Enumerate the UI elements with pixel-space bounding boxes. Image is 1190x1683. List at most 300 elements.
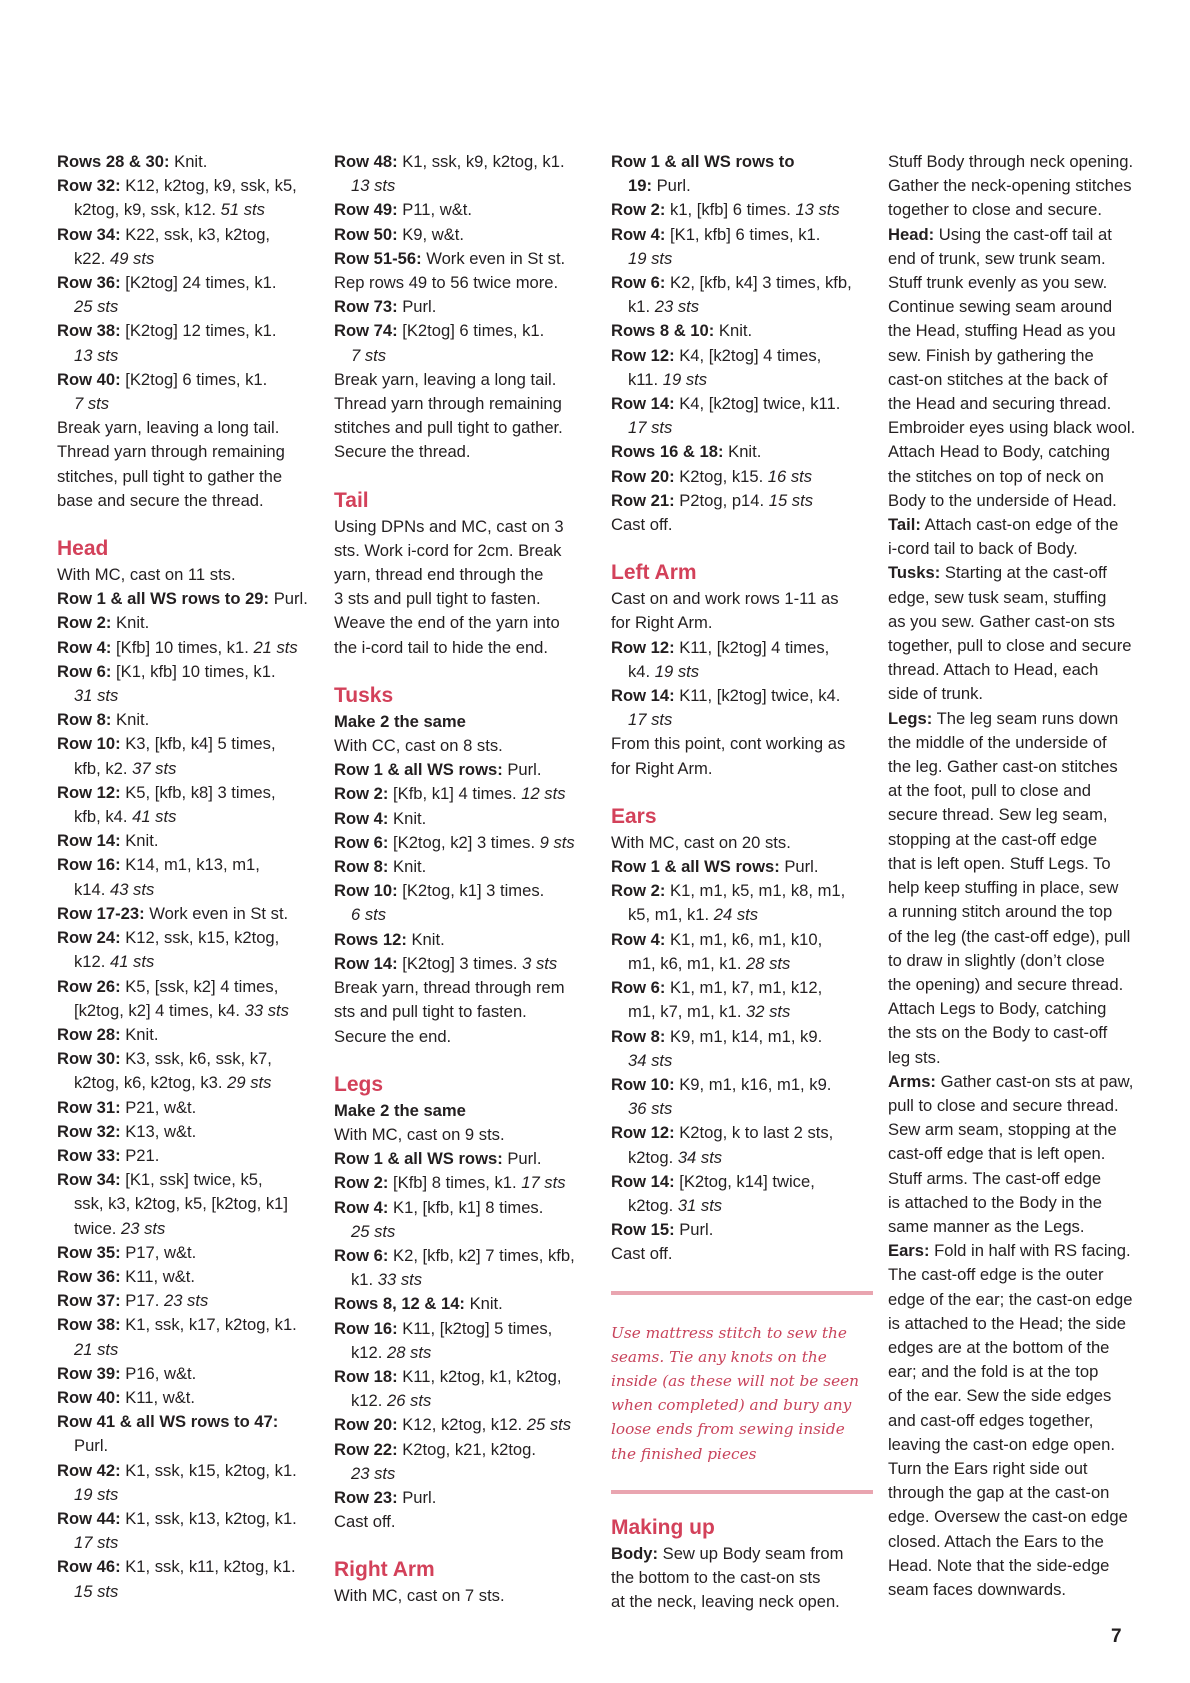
row-text: at the neck, leaving neck open. [611,1592,840,1612]
row-text: [K2tog] 6 times, k1. [120,369,268,389]
row-label: Row 15: [611,1220,675,1240]
row-label: Row 8: [57,710,112,730]
row-text: is attached to the Body in the [888,1192,1103,1212]
stitch-count: 21 sts [74,1339,119,1359]
text-line [334,1292,596,1316]
row-text: [Kfb] 8 times, k1. [388,1173,522,1193]
row-text: K1, ssk, k13, k2tog, k1. [120,1508,297,1528]
text-line [888,1457,1150,1481]
row-text: K11, w&t. [120,1387,196,1407]
row-text: sew. Finish by gathering the [888,345,1094,365]
row-text: Purl. [651,176,691,196]
row-text: Break yarn, leaving a long tail. [57,418,280,438]
text-line [888,150,1150,174]
row-label: Row 33: [57,1145,121,1165]
row-text: thread. Attach to Head, each [888,660,1099,680]
row-text: Knit. [406,929,445,949]
row-text: the Head and securing thread. [888,394,1112,414]
row-text: [K2tog, k1] 3 times. [397,881,545,901]
text-line [888,949,1150,973]
row-label: Row 31: [57,1097,121,1117]
stitch-count: 26 sts [386,1391,432,1411]
row-label: Row 8: [611,1026,666,1046]
row-text: K11, [k2tog] 4 times, [674,637,830,657]
text-line [57,1289,319,1313]
row-text: Break yarn, thread through rem [334,978,565,998]
row-text: Turn the Ears right side out [888,1458,1088,1478]
stitch-count: 41 sts [132,807,177,827]
tip-bottom-rule [611,1490,873,1494]
text-line [611,368,873,392]
text-line [611,1025,873,1049]
row-label: Row 37: [57,1291,121,1311]
row-text: Purl. [674,1220,714,1240]
row-text: Purl. [397,297,437,317]
row-label: Row 8: [334,857,389,877]
text-line [888,755,1150,779]
text-line [888,1409,1150,1433]
text-line [57,611,319,635]
stitch-count: 34 sts [677,1147,723,1167]
row-text: through the gap at the cast-on [888,1483,1110,1503]
row-label: Row 16: [57,855,121,875]
column-1 [57,150,319,1604]
row-label: Row 2: [334,1173,389,1193]
row-text: K1, m1, k7, m1, k12, [665,978,823,998]
row-text: P17, w&t. [120,1242,197,1262]
text-line [611,976,873,1000]
row-text: Continue sewing seam around [888,297,1113,317]
stitch-count: 34 sts [628,1050,673,1070]
stitch-count: 17 sts [521,1173,566,1193]
text-line [57,1580,319,1604]
row-label: Row 21: [611,490,675,510]
row-label: Row 14: [611,686,675,706]
row-text: Attach Head to Body, catching [888,442,1110,462]
row-text: P11, w&t. [397,200,473,220]
row-label: Row 49: [334,200,398,220]
stitch-count: 7 sts [351,345,387,365]
row-label: Row 6: [334,1245,389,1265]
text-line [888,586,1150,610]
stitch-count: 17 sts [628,418,673,438]
stitch-count: 36 sts [628,1099,673,1119]
row-text: edges are at the bottom of the [888,1337,1110,1357]
stitch-count: 21 sts [253,637,298,657]
text-line [334,734,596,758]
text-line [57,1410,319,1434]
row-text: Cast off. [611,515,673,535]
row-label: Row 1 & all WS rows: [611,857,780,877]
row-text: Head. Note that the side-edge [888,1555,1110,1575]
text-line [888,1336,1150,1360]
body-finish-instructions [57,150,319,513]
text-line [888,634,1150,658]
text-line [611,952,873,976]
row-text: Attach Legs to Body, catching [888,999,1107,1019]
text-line [334,1025,596,1049]
text-line [334,1123,596,1147]
row-text: Purl. [397,1487,437,1507]
text-line [611,708,873,732]
row-text: k4. [628,661,655,681]
text-line [334,1510,596,1534]
row-text: From this point, cont working as [611,734,846,754]
stitch-count: 23 sts [351,1463,396,1483]
text-line [57,198,319,222]
text-line [611,1049,873,1073]
text-line [57,781,319,805]
row-label: Row 14: [611,1171,675,1191]
row-text: K3, ssk, k6, ssk, k7, [120,1049,272,1069]
text-line [334,1486,596,1510]
row-text: Purl. [269,589,308,609]
row-label: Head: [888,224,935,244]
row-text: The leg seam runs down [932,708,1119,728]
text-line [57,853,319,877]
text-line [334,855,596,879]
text-line [611,611,873,635]
making-up-heading: Making up [611,1515,715,1539]
row-text: K1, m1, k5, m1, k8, m1, [665,881,846,901]
stitch-count: 16 sts [767,466,813,486]
row-text: Stuff arms. The cast-off edge [888,1168,1102,1188]
text-line [888,537,1150,561]
row-label: Body: [611,1543,659,1563]
row-label: Row 20: [334,1415,398,1435]
row-label: Row 10: [57,734,121,754]
text-line [57,1144,319,1168]
text-line [611,150,873,174]
text-line [57,587,319,611]
row-text: side of trunk. [888,684,984,704]
row-text: the leg. Gather cast-on stitches [888,757,1118,777]
text-line [888,1215,1150,1239]
text-line [888,707,1150,731]
row-text: the i-cord tail to hide the end. [334,637,549,657]
row-text: k11. [628,369,663,389]
row-text: [K1, kfb] 10 times, k1. [111,661,276,681]
row-label: Row 1 & all WS rows: [334,760,503,780]
row-text: K11, w&t. [120,1266,196,1286]
text-line [57,1483,319,1507]
row-text: of the leg (the cast-off edge), pull [888,926,1131,946]
row-text: k1. [628,297,655,317]
row-label: Row 10: [611,1074,675,1094]
row-text: K2tog, k15. [674,466,768,486]
row-text: [K2tog] 24 times, k1. [120,273,277,293]
text-line [611,513,873,537]
row-text: k12. [351,1342,387,1362]
column-2 [334,150,596,1609]
row-label: Row 4: [611,224,666,244]
row-text: Knit. [169,152,208,171]
text-line [334,198,596,222]
row-text: K9, w&t. [397,224,465,244]
text-line [334,1584,596,1608]
text-line [611,660,873,684]
text-line [334,223,596,247]
row-label: Row 24: [57,928,121,948]
text-line [888,368,1150,392]
text-line [611,684,873,708]
text-line [57,1386,319,1410]
column-3 [611,150,873,1614]
row-text: Work even in St st. [144,903,289,923]
row-text: K5, [kfb, k8] 3 times, [120,782,276,802]
row-text: leaving the cast-on edge open. [888,1434,1115,1454]
row-label: Row 46: [57,1557,121,1577]
stitch-count: 7 sts [74,394,110,414]
row-label: Row 18: [334,1366,398,1386]
text-line [611,1000,873,1024]
text-line [57,440,319,464]
text-line [334,976,596,1000]
row-text: Gather cast-on sts at paw, [935,1071,1134,1091]
row-text: k2tog. [628,1195,678,1215]
row-text: ear; and the fold is at the top [888,1362,1099,1382]
text-line [334,1462,596,1486]
page-number: 7 [1111,1626,1122,1647]
legs-instructions [334,1099,596,1535]
row-label: Row 16: [334,1318,398,1338]
row-label: Row 1 & all WS rows to [611,152,795,171]
row-text: The cast-off edge is the outer [888,1265,1104,1285]
row-label: Row 12: [611,345,675,365]
stitch-count: 19 sts [628,248,673,268]
text-line [611,344,873,368]
row-text: and cast-off edges together, [888,1410,1094,1430]
text-line [611,1566,873,1590]
row-text: k12. [74,952,110,972]
text-line [57,660,319,684]
text-line [334,952,596,976]
text-line [334,271,596,295]
text-line [888,900,1150,924]
row-text: kfb, k4. [74,807,133,827]
text-line [334,782,596,806]
stitch-count: 33 sts [244,1000,289,1020]
text-line [888,1070,1150,1094]
stitch-count: 17 sts [628,710,673,730]
row-text: K12, k2tog, k9, ssk, k5, [120,176,297,196]
stitch-count: 13 sts [74,345,119,365]
row-text: K2, [kfb, k4] 3 times, kfb, [665,273,852,293]
text-line [888,561,1150,585]
row-text: [Kfb, k1] 4 times. [388,784,522,804]
text-line [611,855,873,879]
text-line [611,416,873,440]
row-text: K1, [kfb, k1] 8 times. [388,1197,544,1217]
text-line [334,1220,596,1244]
left-arm-instructions [611,587,873,781]
stitch-count: 51 sts [220,200,265,220]
row-text: P16, w&t. [120,1363,197,1383]
row-label: Row 4: [334,808,389,828]
row-text: K11, k2tog, k1, k2tog, [397,1366,562,1386]
text-line [57,1047,319,1071]
stitch-count: 23 sts [654,297,700,317]
stitch-count: 9 sts [539,832,575,852]
row-label: Ears: [888,1241,930,1261]
row-text: k2tog, k6, k2tog, k3. [74,1073,228,1093]
text-line [57,805,319,829]
row-text: k14. [74,879,110,899]
text-line [57,926,319,950]
text-line [57,1531,319,1555]
text-line [611,392,873,416]
text-line [57,319,319,343]
row-text: Sew arm seam, stopping at the [888,1120,1117,1140]
row-text: seam faces downwards. [888,1579,1067,1599]
row-label: Row 38: [57,1315,121,1335]
text-line [888,416,1150,440]
row-text: k2tog. [628,1147,678,1167]
row-text: Knit. [714,321,753,341]
stitch-count: 19 sts [74,1484,119,1504]
text-line [57,1555,319,1579]
text-line [888,392,1150,416]
row-text: Attach cast-on edge of the [920,515,1119,535]
text-line [57,1217,319,1241]
row-label: Tusks: [888,563,941,583]
row-text: [K2tog] 3 times. [397,953,523,973]
tip-note-line: when completed) and bury any [611,1396,852,1415]
row-text: for Right Arm. [611,758,713,778]
row-text: Break yarn, leaving a long tail. [334,369,557,389]
row-label: Row 39: [57,1363,121,1383]
row-text: Purl. [502,1149,542,1169]
row-text: pull to close and secure thread. [888,1095,1119,1115]
row-label: Row 32: [57,1121,121,1141]
row-text: Weave the end of the yarn into [334,613,560,633]
row-text: Using the cast-off tail at [934,224,1112,244]
text-line [611,1242,873,1266]
right-arm-instructions [334,1584,596,1608]
text-line [888,271,1150,295]
text-line [57,1265,319,1289]
text-line [57,684,319,708]
text-line [611,1146,873,1170]
text-line [888,174,1150,198]
text-line [611,1097,873,1121]
text-line [57,1459,319,1483]
text-line [334,1438,596,1462]
text-line [888,610,1150,634]
text-line [888,779,1150,803]
row-text: Knit. [120,1024,159,1044]
text-line [888,319,1150,343]
text-line [334,831,596,855]
row-label: Row 44: [57,1508,121,1528]
tail-instructions [334,515,596,660]
text-line [334,1341,596,1365]
row-label: Rows 8 & 10: [611,321,715,341]
head-instructions [57,563,319,1604]
row-text: Gather the neck-opening stitches [888,176,1132,196]
row-text: k5, m1, k1. [628,905,714,925]
row-text: k1. [351,1270,378,1290]
row-text: K1, m1, k6, m1, k10, [665,929,823,949]
row-text: Knit. [111,710,150,730]
row-text: that is left open. Stuff Legs. To [888,853,1111,873]
text-line [334,710,596,734]
text-line [611,1194,873,1218]
row-text: [K2tog, k14] twice, [674,1171,815,1191]
text-line [888,1312,1150,1336]
text-line [888,1239,1150,1263]
tip-top-rule [611,1291,873,1295]
row-text: stitches, pull tight to gather the [57,466,283,486]
row-label: Make 2 the same [334,711,466,731]
text-line [57,392,319,416]
text-line [334,1317,596,1341]
text-line [611,295,873,319]
row-text: Rep rows 49 to 56 twice more. [334,273,559,293]
row-text: K4, [k2tog] twice, k11. [674,394,841,414]
text-line [57,1338,319,1362]
row-label: Rows 8, 12 & 14: [334,1294,465,1314]
text-line [611,1590,873,1614]
row-label: Row 30: [57,1049,121,1069]
head-heading: Head [57,537,109,561]
row-text: K5, [ssk, k2] 4 times, [120,976,279,996]
text-line [888,198,1150,222]
stitch-count: 12 sts [521,784,566,804]
row-label: Make 2 the same [334,1100,466,1120]
text-line [57,1313,319,1337]
row-text: the middle of the underside of [888,732,1107,752]
stitch-count: 28 sts [746,953,791,973]
row-label: Rows 12: [334,929,407,949]
left-arm-heading: Left Arm [611,561,697,585]
row-text: K1, ssk, k9, k2tog, k1. [397,152,565,171]
stitch-count: 23 sts [163,1291,209,1311]
row-text: Fold in half with RS facing. [929,1241,1131,1261]
row-text: Knit. [120,831,159,851]
row-text: the sts on the Body to cast-off [888,1023,1108,1043]
making-up-instructions [611,1542,873,1615]
row-text: m1, k7, m1, k1. [628,1002,747,1022]
row-label: Row 6: [611,978,666,998]
row-text: P2tog, p14. [674,490,769,510]
row-label: Row 12: [611,1123,675,1143]
stitch-count: 25 sts [351,1221,396,1241]
stitch-count: 37 sts [132,758,177,778]
text-line [888,1530,1150,1554]
text-line [57,489,319,513]
text-line [334,1389,596,1413]
row-label: Row 2: [611,881,666,901]
row-text: of the ear. Sew the side edges [888,1386,1112,1406]
row-text: Embroider eyes using black wool. [888,418,1136,438]
row-label: Row 51-56: [334,248,422,268]
row-text: m1, k6, m1, k1. [628,953,747,973]
text-line [888,731,1150,755]
text-line [57,247,319,271]
row-label: Row 4: [334,1197,389,1217]
text-line [57,1071,319,1095]
text-line [611,247,873,271]
row-label: Row 34: [57,224,121,244]
row-text: K9, m1, k16, m1, k9. [674,1074,832,1094]
text-line [888,658,1150,682]
row-label: Row 17-23: [57,903,145,923]
row-text: base and secure the thread. [57,490,264,510]
row-text: sts and pull tight to fasten. [334,1002,527,1022]
stitch-count: 49 sts [109,248,155,268]
text-line [57,271,319,295]
